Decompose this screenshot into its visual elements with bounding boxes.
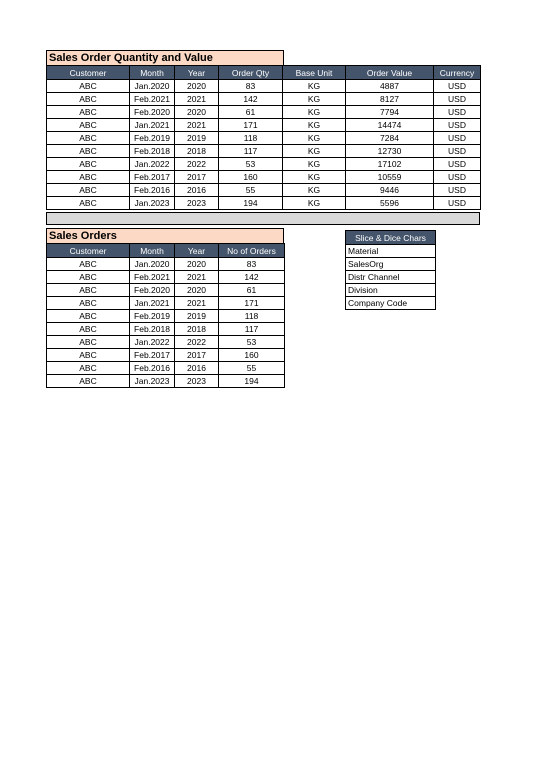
slice-dice-body bbox=[346, 245, 436, 310]
sales-value-cell: USD bbox=[434, 106, 481, 119]
sales-orders-title: Sales Orders bbox=[46, 228, 284, 243]
slice-dice-header: Slice & Dice Chars bbox=[346, 231, 436, 245]
sales-value-cell: 9446 bbox=[346, 184, 434, 197]
sales-orders-cell: 117 bbox=[219, 323, 285, 336]
sales-orders-cell: ABC bbox=[47, 258, 130, 271]
slice-dice-item: Distr Channel bbox=[346, 271, 436, 284]
sales-value-column-header: Year bbox=[175, 66, 219, 80]
sales-value-cell: USD bbox=[434, 80, 481, 93]
sales-value-cell: 8127 bbox=[346, 93, 434, 106]
sales-orders-row bbox=[47, 258, 285, 271]
sales-value-title: Sales Order Quantity and Value bbox=[46, 50, 284, 65]
sales-orders-column-header: No of Orders bbox=[219, 244, 285, 258]
sales-orders-cell: Feb.2021 bbox=[130, 271, 175, 284]
sales-value-cell: 2021 bbox=[175, 119, 219, 132]
sales-value-cell: USD bbox=[434, 197, 481, 210]
slice-dice-item: Division bbox=[346, 284, 436, 297]
sales-orders-cell: ABC bbox=[47, 336, 130, 349]
sales-orders-cell: 83 bbox=[219, 258, 285, 271]
sales-orders-cell: Feb.2020 bbox=[130, 284, 175, 297]
sales-orders-cell: ABC bbox=[47, 284, 130, 297]
sales-value-cell: Feb.2016 bbox=[130, 184, 175, 197]
sales-orders-row bbox=[47, 375, 285, 388]
sales-orders-cell: 2022 bbox=[175, 336, 219, 349]
sales-value-cell: ABC bbox=[47, 145, 130, 158]
sales-orders-cell: 55 bbox=[219, 362, 285, 375]
sales-value-row bbox=[47, 197, 481, 210]
sales-value-body bbox=[47, 80, 481, 210]
sales-value-cell: 12730 bbox=[346, 145, 434, 158]
slice-dice-item: Company Code bbox=[346, 297, 436, 310]
sales-orders-cell: ABC bbox=[47, 271, 130, 284]
slice-dice-section bbox=[345, 230, 436, 310]
sales-value-cell: 2016 bbox=[175, 184, 219, 197]
sales-value-cell: KG bbox=[283, 132, 346, 145]
sales-value-cell: Jan.2023 bbox=[130, 197, 175, 210]
sales-value-cell: 17102 bbox=[346, 158, 434, 171]
sales-value-cell: KG bbox=[283, 197, 346, 210]
sales-value-cell: 2019 bbox=[175, 132, 219, 145]
sales-value-row bbox=[47, 158, 481, 171]
sales-value-cell: USD bbox=[434, 93, 481, 106]
sales-value-section bbox=[46, 50, 481, 210]
sales-value-cell: 61 bbox=[219, 106, 283, 119]
sales-value-cell: ABC bbox=[47, 158, 130, 171]
sales-value-cell: KG bbox=[283, 106, 346, 119]
sales-value-cell: Jan.2022 bbox=[130, 158, 175, 171]
sales-orders-cell: 2018 bbox=[175, 323, 219, 336]
sales-value-cell: USD bbox=[434, 171, 481, 184]
sales-value-cell: ABC bbox=[47, 93, 130, 106]
sales-orders-row bbox=[47, 349, 285, 362]
sales-value-cell: KG bbox=[283, 184, 346, 197]
sales-orders-cell: 53 bbox=[219, 336, 285, 349]
sales-value-cell: KG bbox=[283, 171, 346, 184]
sales-value-cell: 53 bbox=[219, 158, 283, 171]
sales-value-cell: 5596 bbox=[346, 197, 434, 210]
sales-value-cell: USD bbox=[434, 158, 481, 171]
slice-dice-row bbox=[346, 245, 436, 258]
sales-orders-cell: 2020 bbox=[175, 258, 219, 271]
sales-value-cell: ABC bbox=[47, 132, 130, 145]
slice-dice-item: Material bbox=[346, 245, 436, 258]
sales-value-cell: 14474 bbox=[346, 119, 434, 132]
sales-orders-cell: 194 bbox=[219, 375, 285, 388]
sales-value-row bbox=[47, 93, 481, 106]
sales-value-cell: USD bbox=[434, 132, 481, 145]
sales-value-cell: 160 bbox=[219, 171, 283, 184]
sales-value-cell: ABC bbox=[47, 80, 130, 93]
sales-value-cell: ABC bbox=[47, 106, 130, 119]
slice-dice-item: SalesOrg bbox=[346, 258, 436, 271]
sales-value-column-header: Base Unit bbox=[283, 66, 346, 80]
sales-orders-cell: Jan.2022 bbox=[130, 336, 175, 349]
sales-orders-cell: ABC bbox=[47, 375, 130, 388]
sales-orders-cell: ABC bbox=[47, 297, 130, 310]
sales-orders-cell: Feb.2017 bbox=[130, 349, 175, 362]
sales-orders-row bbox=[47, 310, 285, 323]
sales-value-column-header: Month bbox=[130, 66, 175, 80]
sales-value-cell: 2018 bbox=[175, 145, 219, 158]
sales-value-cell: KG bbox=[283, 119, 346, 132]
sales-orders-column-header: Month bbox=[130, 244, 175, 258]
sales-value-row bbox=[47, 80, 481, 93]
sales-value-cell: KG bbox=[283, 80, 346, 93]
sales-value-cell: 2022 bbox=[175, 158, 219, 171]
slice-dice-row bbox=[346, 258, 436, 271]
sales-value-cell: Feb.2017 bbox=[130, 171, 175, 184]
sales-value-cell: KG bbox=[283, 145, 346, 158]
sales-value-cell: USD bbox=[434, 145, 481, 158]
sales-value-cell: ABC bbox=[47, 197, 130, 210]
sales-orders-cell: 160 bbox=[219, 349, 285, 362]
sales-value-table bbox=[46, 65, 481, 210]
slice-dice-table bbox=[345, 230, 436, 310]
sales-value-cell: 10559 bbox=[346, 171, 434, 184]
sales-value-cell: 2020 bbox=[175, 80, 219, 93]
sales-value-column-header: Customer bbox=[47, 66, 130, 80]
sales-orders-header-row bbox=[47, 244, 285, 258]
sales-orders-table bbox=[46, 243, 285, 388]
sales-orders-cell: 61 bbox=[219, 284, 285, 297]
sales-orders-row bbox=[47, 336, 285, 349]
sales-orders-cell: 2021 bbox=[175, 271, 219, 284]
sales-value-row bbox=[47, 132, 481, 145]
sales-orders-cell: ABC bbox=[47, 310, 130, 323]
sales-value-header-row bbox=[47, 66, 481, 80]
sales-value-cell: 171 bbox=[219, 119, 283, 132]
sales-orders-row bbox=[47, 362, 285, 375]
sales-value-cell: 7794 bbox=[346, 106, 434, 119]
sales-orders-body bbox=[47, 258, 285, 388]
sales-value-cell: 2021 bbox=[175, 93, 219, 106]
sales-orders-row bbox=[47, 284, 285, 297]
sales-value-cell: 55 bbox=[219, 184, 283, 197]
sales-orders-cell: 2016 bbox=[175, 362, 219, 375]
sales-value-cell: 118 bbox=[219, 132, 283, 145]
sales-value-cell: ABC bbox=[47, 119, 130, 132]
sales-orders-row bbox=[47, 297, 285, 310]
sales-orders-section bbox=[46, 228, 285, 388]
sales-orders-cell: Feb.2018 bbox=[130, 323, 175, 336]
sales-orders-column-header: Customer bbox=[47, 244, 130, 258]
sales-value-cell: Feb.2018 bbox=[130, 145, 175, 158]
sales-value-cell: Jan.2020 bbox=[130, 80, 175, 93]
sales-orders-cell: ABC bbox=[47, 362, 130, 375]
sales-orders-cell: Jan.2021 bbox=[130, 297, 175, 310]
sales-value-cell: USD bbox=[434, 184, 481, 197]
sales-value-cell: Jan.2021 bbox=[130, 119, 175, 132]
sales-value-cell: ABC bbox=[47, 184, 130, 197]
sales-value-cell: KG bbox=[283, 93, 346, 106]
sales-orders-cell: ABC bbox=[47, 323, 130, 336]
sales-value-cell: Feb.2019 bbox=[130, 132, 175, 145]
sales-orders-column-header: Year bbox=[175, 244, 219, 258]
sales-value-cell: 2017 bbox=[175, 171, 219, 184]
sales-value-column-header: Currency bbox=[434, 66, 481, 80]
slice-dice-row bbox=[346, 297, 436, 310]
sales-value-column-header: Order Value bbox=[346, 66, 434, 80]
sales-value-row bbox=[47, 171, 481, 184]
sales-orders-cell: 2020 bbox=[175, 284, 219, 297]
sales-orders-cell: 2019 bbox=[175, 310, 219, 323]
sales-value-cell: Feb.2020 bbox=[130, 106, 175, 119]
sales-value-cell: Feb.2021 bbox=[130, 93, 175, 106]
slice-dice-row bbox=[346, 271, 436, 284]
sales-value-cell: ABC bbox=[47, 171, 130, 184]
sales-orders-cell: ABC bbox=[47, 349, 130, 362]
sales-orders-cell: Feb.2016 bbox=[130, 362, 175, 375]
sales-value-cell: 2023 bbox=[175, 197, 219, 210]
slice-dice-row bbox=[346, 284, 436, 297]
sales-orders-cell: 2023 bbox=[175, 375, 219, 388]
sales-orders-cell: 118 bbox=[219, 310, 285, 323]
sales-value-cell: 194 bbox=[219, 197, 283, 210]
sales-value-row bbox=[47, 106, 481, 119]
sales-value-row bbox=[47, 119, 481, 132]
sales-value-cell: 7284 bbox=[346, 132, 434, 145]
sales-value-cell: 4887 bbox=[346, 80, 434, 93]
sales-orders-row bbox=[47, 271, 285, 284]
sales-value-cell: KG bbox=[283, 158, 346, 171]
sales-orders-cell: Feb.2019 bbox=[130, 310, 175, 323]
sales-orders-cell: Jan.2023 bbox=[130, 375, 175, 388]
sales-value-row bbox=[47, 184, 481, 197]
sales-orders-cell: 2017 bbox=[175, 349, 219, 362]
sales-value-row bbox=[47, 145, 481, 158]
sales-value-cell: 117 bbox=[219, 145, 283, 158]
sales-value-cell: 83 bbox=[219, 80, 283, 93]
sales-value-cell: 142 bbox=[219, 93, 283, 106]
sales-orders-cell: Jan.2020 bbox=[130, 258, 175, 271]
section-separator bbox=[46, 212, 480, 225]
sales-value-column-header: Order Qty bbox=[219, 66, 283, 80]
sales-value-cell: 2020 bbox=[175, 106, 219, 119]
sales-orders-cell: 171 bbox=[219, 297, 285, 310]
sales-orders-cell: 142 bbox=[219, 271, 285, 284]
sales-orders-row bbox=[47, 323, 285, 336]
sales-orders-cell: 2021 bbox=[175, 297, 219, 310]
sales-value-cell: USD bbox=[434, 119, 481, 132]
